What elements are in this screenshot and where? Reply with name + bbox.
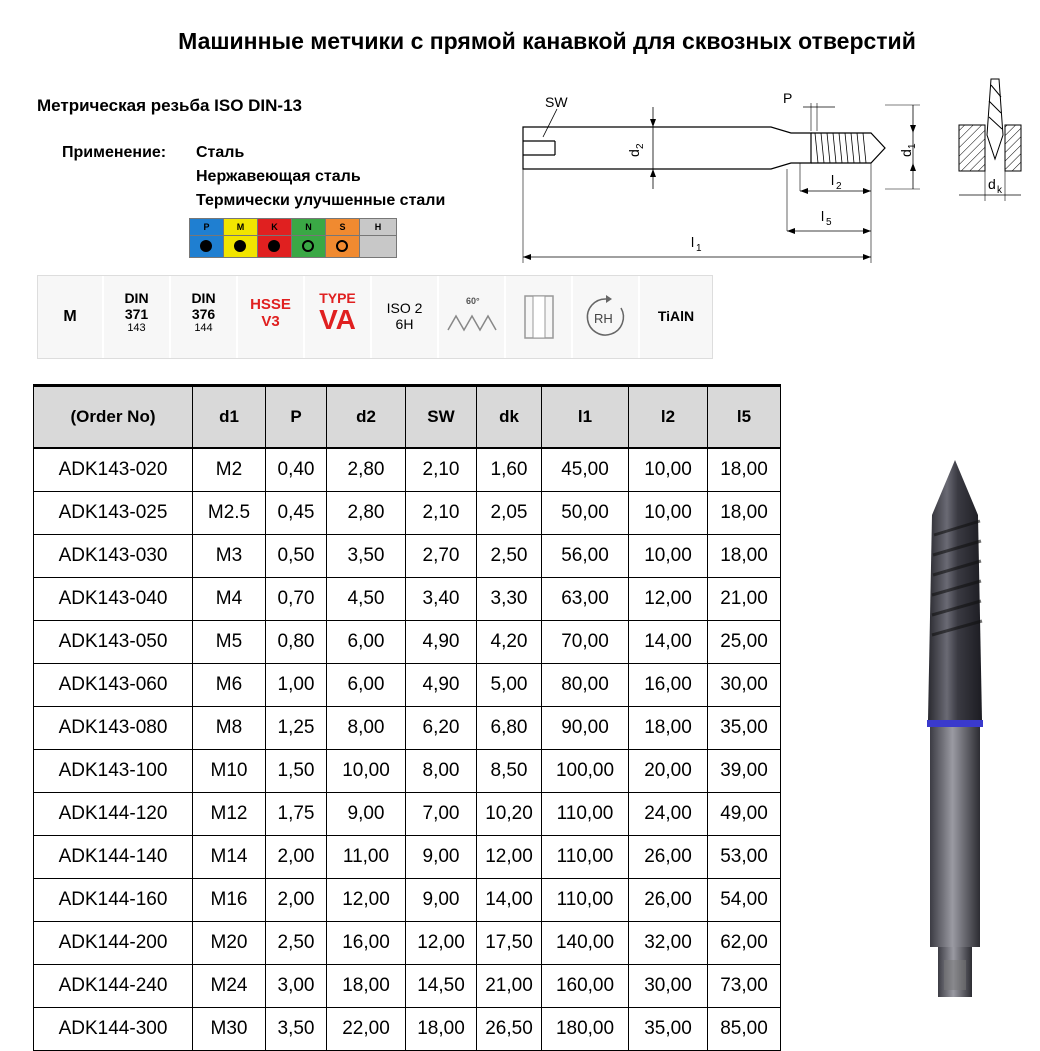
cell-l1: 63,00	[542, 578, 629, 621]
label-l5-sub: 5	[826, 217, 832, 228]
tolerance-field: 6H	[395, 316, 414, 332]
cell-d2: 9,00	[327, 793, 406, 836]
metric-thread-icon	[38, 276, 104, 358]
cell-p: 2,50	[266, 922, 327, 965]
cell-d1: M2.5	[193, 492, 266, 535]
cell-order-no: ADK144-200	[34, 922, 193, 965]
label-d2-sub: 2	[635, 143, 646, 149]
label-p: P	[783, 90, 793, 106]
through-hole-icon	[506, 276, 573, 358]
header-sw: SW	[406, 386, 477, 449]
table-row	[34, 448, 781, 492]
iso-group-letter: P	[190, 219, 223, 236]
cell-l5: 53,00	[708, 836, 781, 879]
cell-l2: 32,00	[629, 922, 708, 965]
cell-order-no: ADK143-020	[34, 448, 193, 492]
cell-dk: 1,60	[477, 448, 542, 492]
header-l5: l5	[708, 386, 781, 449]
coating-label: TiAlN	[657, 308, 695, 324]
application-item: Термически улучшенные стали	[196, 192, 446, 209]
label-dk-sub: k	[997, 185, 1002, 196]
iso-group-letter: M	[224, 219, 257, 236]
application-item: Сталь	[196, 144, 245, 161]
feature-icons-row	[37, 275, 713, 359]
cell-order-no: ADK143-100	[34, 750, 193, 793]
cell-sw: 9,00	[406, 836, 477, 879]
cell-sw: 14,50	[406, 965, 477, 1008]
cell-l5: 21,00	[708, 578, 781, 621]
cell-p: 1,00	[266, 664, 327, 707]
cell-d2: 4,50	[327, 578, 406, 621]
cell-p: 0,45	[266, 492, 327, 535]
cell-d2: 12,00	[327, 879, 406, 922]
cell-dk: 6,80	[477, 707, 542, 750]
label-dk: d	[988, 176, 996, 192]
iso-group-n	[292, 219, 326, 257]
cell-dk: 4,20	[477, 621, 542, 664]
cell-d1: M10	[193, 750, 266, 793]
iso-group-letter: K	[258, 219, 291, 236]
cell-dk: 10,20	[477, 793, 542, 836]
cell-d1: M14	[193, 836, 266, 879]
cell-sw: 18,00	[406, 1008, 477, 1051]
cell-p: 1,50	[266, 750, 327, 793]
cell-l1: 100,00	[542, 750, 629, 793]
din371-icon	[104, 276, 171, 358]
cell-l5: 30,00	[708, 664, 781, 707]
din-label: DIN	[124, 290, 149, 306]
cell-l5: 35,00	[708, 707, 781, 750]
table-row	[34, 922, 781, 965]
type-va-icon	[305, 276, 372, 358]
label-l2: l	[831, 172, 835, 188]
cell-d1: M30	[193, 1008, 266, 1051]
din-label: DIN	[191, 290, 216, 306]
material-grade: V3	[261, 313, 280, 330]
cell-d2: 2,80	[327, 492, 406, 535]
angle-label: 60°	[465, 296, 480, 306]
suitability-symbol	[336, 240, 348, 252]
thread-standard-subtitle: Метрическая резьба ISO DIN-13	[37, 96, 302, 115]
cell-d2: 18,00	[327, 965, 406, 1008]
cell-l5: 62,00	[708, 922, 781, 965]
cell-p: 2,00	[266, 879, 327, 922]
cell-l5: 18,00	[708, 448, 781, 492]
cell-sw: 12,00	[406, 922, 477, 965]
cell-sw: 6,20	[406, 707, 477, 750]
cell-l5: 49,00	[708, 793, 781, 836]
iso-group-s	[326, 219, 360, 257]
tap-photo	[900, 455, 1010, 1005]
din-number: 371	[124, 306, 149, 322]
label-l5: l	[821, 208, 825, 224]
cell-p: 1,75	[266, 793, 327, 836]
cell-dk: 2,05	[477, 492, 542, 535]
hsse-v3-icon	[238, 276, 305, 358]
table-row	[34, 578, 781, 621]
table-row	[34, 1008, 781, 1051]
cell-l2: 26,00	[629, 836, 708, 879]
cell-l2: 24,00	[629, 793, 708, 836]
table-row	[34, 664, 781, 707]
rh-label: RH	[593, 311, 613, 326]
cell-l1: 110,00	[542, 793, 629, 836]
label-d2: d	[626, 149, 642, 157]
cell-dk: 14,00	[477, 879, 542, 922]
application-label: Применение:	[62, 144, 167, 161]
iso-group-p	[190, 219, 224, 257]
iso-group-letter: S	[326, 219, 359, 236]
cell-l2: 35,00	[629, 1008, 708, 1051]
suitability-symbol	[268, 240, 280, 252]
table-row	[34, 836, 781, 879]
din-number: 376	[191, 306, 216, 322]
cell-d1: M2	[193, 448, 266, 492]
cell-l1: 56,00	[542, 535, 629, 578]
cell-sw: 3,40	[406, 578, 477, 621]
cell-order-no: ADK143-050	[34, 621, 193, 664]
cell-dk: 2,50	[477, 535, 542, 578]
cell-order-no: ADK144-300	[34, 1008, 193, 1051]
cell-order-no: ADK144-240	[34, 965, 193, 1008]
cell-l2: 30,00	[629, 965, 708, 1008]
cell-l5: 73,00	[708, 965, 781, 1008]
cell-l1: 45,00	[542, 448, 629, 492]
label-l1-sub: 1	[696, 243, 702, 254]
header-p: P	[266, 386, 327, 449]
label-l2-sub: 2	[836, 181, 842, 192]
cell-d1: M4	[193, 578, 266, 621]
hole-section-drawing	[955, 75, 1025, 205]
cell-order-no: ADK144-120	[34, 793, 193, 836]
table-row	[34, 621, 781, 664]
cell-d1: M16	[193, 879, 266, 922]
cell-sw: 7,00	[406, 793, 477, 836]
cell-p: 0,80	[266, 621, 327, 664]
cell-sw: 2,70	[406, 535, 477, 578]
iso-group-letter: N	[292, 219, 325, 236]
cell-d2: 16,00	[327, 922, 406, 965]
cell-order-no: ADK143-080	[34, 707, 193, 750]
cell-order-no: ADK144-140	[34, 836, 193, 879]
iso-group-letter: H	[360, 219, 396, 236]
tolerance-icon	[372, 276, 439, 358]
cell-p: 2,00	[266, 836, 327, 879]
label-d1: d	[898, 149, 914, 157]
iso-group-m	[224, 219, 258, 257]
cell-dk: 8,50	[477, 750, 542, 793]
cell-l1: 80,00	[542, 664, 629, 707]
header-l2: l2	[629, 386, 708, 449]
cell-l2: 18,00	[629, 707, 708, 750]
cell-d2: 6,00	[327, 664, 406, 707]
cell-d2: 22,00	[327, 1008, 406, 1051]
cell-dk: 26,50	[477, 1008, 542, 1051]
cell-sw: 4,90	[406, 621, 477, 664]
cell-l1: 90,00	[542, 707, 629, 750]
cell-l1: 110,00	[542, 879, 629, 922]
cell-dk: 17,50	[477, 922, 542, 965]
cell-p: 0,50	[266, 535, 327, 578]
label-sw: SW	[545, 94, 568, 110]
cell-d1: M20	[193, 922, 266, 965]
cell-l2: 10,00	[629, 492, 708, 535]
cell-p: 1,25	[266, 707, 327, 750]
iso-group-k	[258, 219, 292, 257]
cell-l2: 10,00	[629, 448, 708, 492]
suitability-symbol	[234, 240, 246, 252]
cell-l5: 85,00	[708, 1008, 781, 1051]
cell-sw: 4,90	[406, 664, 477, 707]
cell-d1: M6	[193, 664, 266, 707]
cell-order-no: ADK143-025	[34, 492, 193, 535]
cell-l5: 25,00	[708, 621, 781, 664]
cell-l1: 140,00	[542, 922, 629, 965]
cell-l2: 26,00	[629, 879, 708, 922]
cell-sw: 9,00	[406, 879, 477, 922]
cell-d1: M12	[193, 793, 266, 836]
application-item: Нержавеющая сталь	[196, 168, 361, 185]
cell-l5: 39,00	[708, 750, 781, 793]
type-label: TYPE	[319, 290, 356, 306]
din376-icon	[171, 276, 238, 358]
cell-l2: 10,00	[629, 535, 708, 578]
iso-group-h	[360, 219, 396, 257]
header-d1: d1	[193, 386, 266, 449]
cell-l2: 20,00	[629, 750, 708, 793]
cell-l1: 50,00	[542, 492, 629, 535]
cell-d2: 11,00	[327, 836, 406, 879]
cell-d1: M24	[193, 965, 266, 1008]
coating-icon	[640, 276, 712, 358]
table-body	[34, 448, 781, 1051]
cell-dk: 5,00	[477, 664, 542, 707]
cell-d2: 3,50	[327, 535, 406, 578]
label-d1-sub: 1	[907, 143, 918, 149]
tap-dimension-drawing	[515, 85, 940, 270]
label-l1: l	[691, 234, 695, 250]
suitability-symbol	[200, 240, 212, 252]
cell-sw: 2,10	[406, 492, 477, 535]
cell-p: 3,50	[266, 1008, 327, 1051]
table-row	[34, 707, 781, 750]
table-row	[34, 492, 781, 535]
cell-l2: 16,00	[629, 664, 708, 707]
cell-l2: 14,00	[629, 621, 708, 664]
cell-order-no: ADK143-060	[34, 664, 193, 707]
cell-l1: 180,00	[542, 1008, 629, 1051]
metric-label: M	[63, 308, 77, 325]
cell-order-no: ADK144-160	[34, 879, 193, 922]
cell-dk: 3,30	[477, 578, 542, 621]
cell-d2: 8,00	[327, 707, 406, 750]
material-label: HSSE	[250, 296, 291, 313]
din-series: 143	[127, 322, 146, 334]
suitability-symbol	[302, 240, 314, 252]
cell-dk: 12,00	[477, 836, 542, 879]
cell-d1: M8	[193, 707, 266, 750]
table-row	[34, 750, 781, 793]
page-title: Машинные метчики с прямой канавкой для сквозных отверстий	[178, 28, 916, 54]
table-header-row	[34, 386, 781, 449]
right-hand-icon	[573, 276, 640, 358]
iso-material-grid	[189, 218, 397, 258]
cell-sw: 8,00	[406, 750, 477, 793]
cell-d2: 10,00	[327, 750, 406, 793]
thread-angle-icon	[439, 276, 506, 358]
cell-d2: 2,80	[327, 448, 406, 492]
cell-order-no: ADK143-030	[34, 535, 193, 578]
cell-order-no: ADK143-040	[34, 578, 193, 621]
cell-p: 0,70	[266, 578, 327, 621]
cell-d2: 6,00	[327, 621, 406, 664]
cell-l1: 110,00	[542, 836, 629, 879]
cell-sw: 2,10	[406, 448, 477, 492]
tolerance-class: ISO 2	[386, 300, 423, 316]
din-series: 144	[194, 322, 213, 334]
table-row	[34, 535, 781, 578]
cell-dk: 21,00	[477, 965, 542, 1008]
spec-table	[33, 384, 781, 1051]
header-dk: dk	[477, 386, 542, 449]
cell-p: 3,00	[266, 965, 327, 1008]
cell-d1: M3	[193, 535, 266, 578]
table-row	[34, 879, 781, 922]
cell-l2: 12,00	[629, 578, 708, 621]
cell-l5: 54,00	[708, 879, 781, 922]
cell-d1: M5	[193, 621, 266, 664]
cell-l5: 18,00	[708, 535, 781, 578]
table-row	[34, 793, 781, 836]
cell-l1: 70,00	[542, 621, 629, 664]
table-row	[34, 965, 781, 1008]
header-d2: d2	[327, 386, 406, 449]
cell-l1: 160,00	[542, 965, 629, 1008]
header-order-no: (Order No)	[34, 386, 193, 449]
type-value: VA	[319, 304, 356, 335]
header-l1: l1	[542, 386, 629, 449]
tap-color-ring	[927, 720, 983, 727]
cell-l5: 18,00	[708, 492, 781, 535]
cell-p: 0,40	[266, 448, 327, 492]
